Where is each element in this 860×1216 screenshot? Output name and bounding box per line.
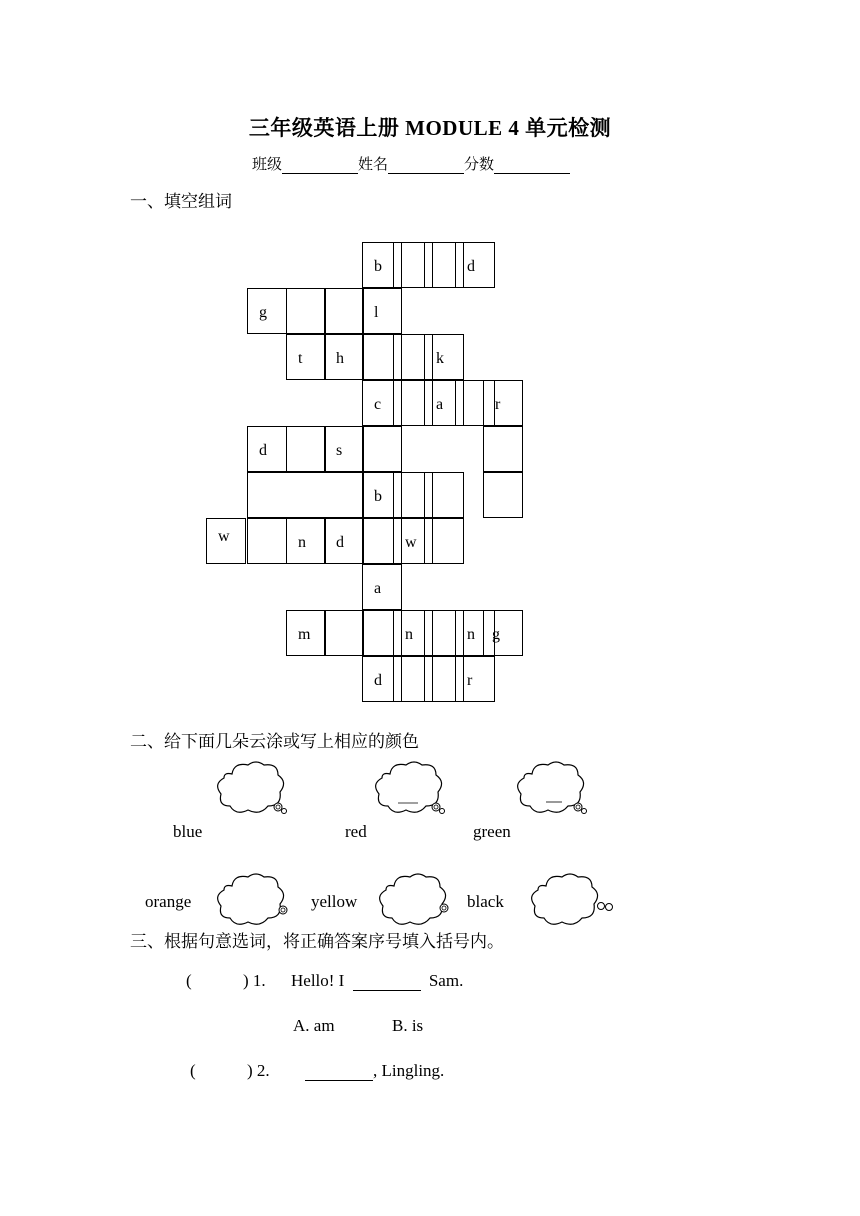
crossword-cell[interactable]: r xyxy=(483,380,523,426)
name-label: 姓名 xyxy=(358,157,389,173)
color-word-orange: orange xyxy=(145,892,192,911)
crossword-cell[interactable]: a xyxy=(424,380,464,426)
crossword-cell[interactable] xyxy=(483,472,523,518)
question-2-after: , Lingling. xyxy=(373,1061,445,1080)
crossword-cell[interactable]: n xyxy=(286,518,326,564)
page-title: 三年级英语上册 MODULE 4 单元检测 xyxy=(248,116,612,140)
crossword-cell[interactable]: d xyxy=(247,426,287,472)
section1-heading: 一、填空组词 xyxy=(130,192,232,211)
question-1-paren-close: ) 1. xyxy=(243,971,266,990)
score-blank[interactable] xyxy=(494,157,570,174)
crossword-cell[interactable]: t xyxy=(286,334,326,380)
question-2-blank[interactable] xyxy=(305,1062,373,1081)
crossword-cell[interactable]: h xyxy=(324,334,364,380)
question-1-text xyxy=(291,971,463,991)
crossword-cell[interactable]: d xyxy=(455,242,495,288)
crossword-cell[interactable]: n xyxy=(455,610,495,656)
color-word-black: black xyxy=(467,892,504,911)
question-1-option-a: A. am xyxy=(293,1016,335,1035)
crossword-cell[interactable] xyxy=(324,288,364,334)
crossword-cell[interactable] xyxy=(362,426,402,472)
crossword-cell[interactable]: g xyxy=(247,288,287,334)
color-word-blue: blue xyxy=(173,822,203,841)
question-2-paren-open: ( xyxy=(190,1061,196,1080)
name-blank[interactable] xyxy=(388,157,464,174)
question-1-before: Hello! I xyxy=(291,971,345,990)
color-word-red: red xyxy=(345,822,367,841)
crossword-cell[interactable]: k xyxy=(424,334,464,380)
crossword-cell[interactable] xyxy=(424,472,464,518)
crossword-cell[interactable] xyxy=(483,426,523,472)
crossword-cell[interactable]: c xyxy=(362,380,402,426)
crossword-cell[interactable] xyxy=(424,518,464,564)
question-1-after: Sam. xyxy=(428,971,464,990)
question-1-option-b: B. is xyxy=(392,1016,424,1035)
question-1-blank[interactable] xyxy=(353,972,421,991)
crossword-cell[interactable]: g xyxy=(483,610,523,656)
section3-heading: 三、根据句意选词，将正确答案序号填入括号内。 xyxy=(130,932,504,951)
crossword-cell[interactable]: m xyxy=(286,610,326,656)
color-word-yellow: yellow xyxy=(311,892,358,911)
crossword-cell[interactable]: l xyxy=(362,288,402,334)
color-word-green: green xyxy=(473,822,511,841)
cloud-icon[interactable] xyxy=(530,872,616,928)
crossword-cell[interactable]: r xyxy=(455,656,495,702)
crossword-cell[interactable] xyxy=(324,610,364,656)
crossword-cell[interactable]: w xyxy=(206,518,246,564)
crossword-cell[interactable]: b xyxy=(362,472,402,518)
cloud-icon[interactable] xyxy=(216,872,292,928)
crossword-cell[interactable]: s xyxy=(324,426,364,472)
question-2-paren-close: ) 2. xyxy=(247,1061,270,1080)
score-label: 分数 xyxy=(464,157,495,173)
question-2-text xyxy=(305,1061,444,1081)
cloud-icon[interactable] xyxy=(378,872,454,928)
crossword-cell[interactable]: d xyxy=(362,656,402,702)
question-1-paren-open: ( xyxy=(186,971,192,990)
crossword-cell[interactable]: n xyxy=(393,610,433,656)
cloud-icon[interactable] xyxy=(374,760,446,816)
crossword-cell[interactable] xyxy=(286,426,326,472)
cloud-icon[interactable] xyxy=(216,760,288,816)
crossword-cell[interactable] xyxy=(286,288,326,334)
crossword-cell[interactable] xyxy=(247,518,287,564)
class-label: 班级 xyxy=(252,157,283,173)
student-info-line xyxy=(252,153,570,174)
crossword-cell[interactable]: d xyxy=(324,518,364,564)
crossword-cell[interactable]: a xyxy=(362,564,402,610)
class-blank[interactable] xyxy=(282,157,358,174)
cloud-icon[interactable] xyxy=(516,760,588,816)
crossword-cell[interactable]: w xyxy=(393,518,433,564)
crossword-cell[interactable]: b xyxy=(362,242,402,288)
crossword-cell[interactable] xyxy=(247,472,364,518)
section2-heading: 二、给下面几朵云涂或写上相应的颜色 xyxy=(130,732,419,751)
